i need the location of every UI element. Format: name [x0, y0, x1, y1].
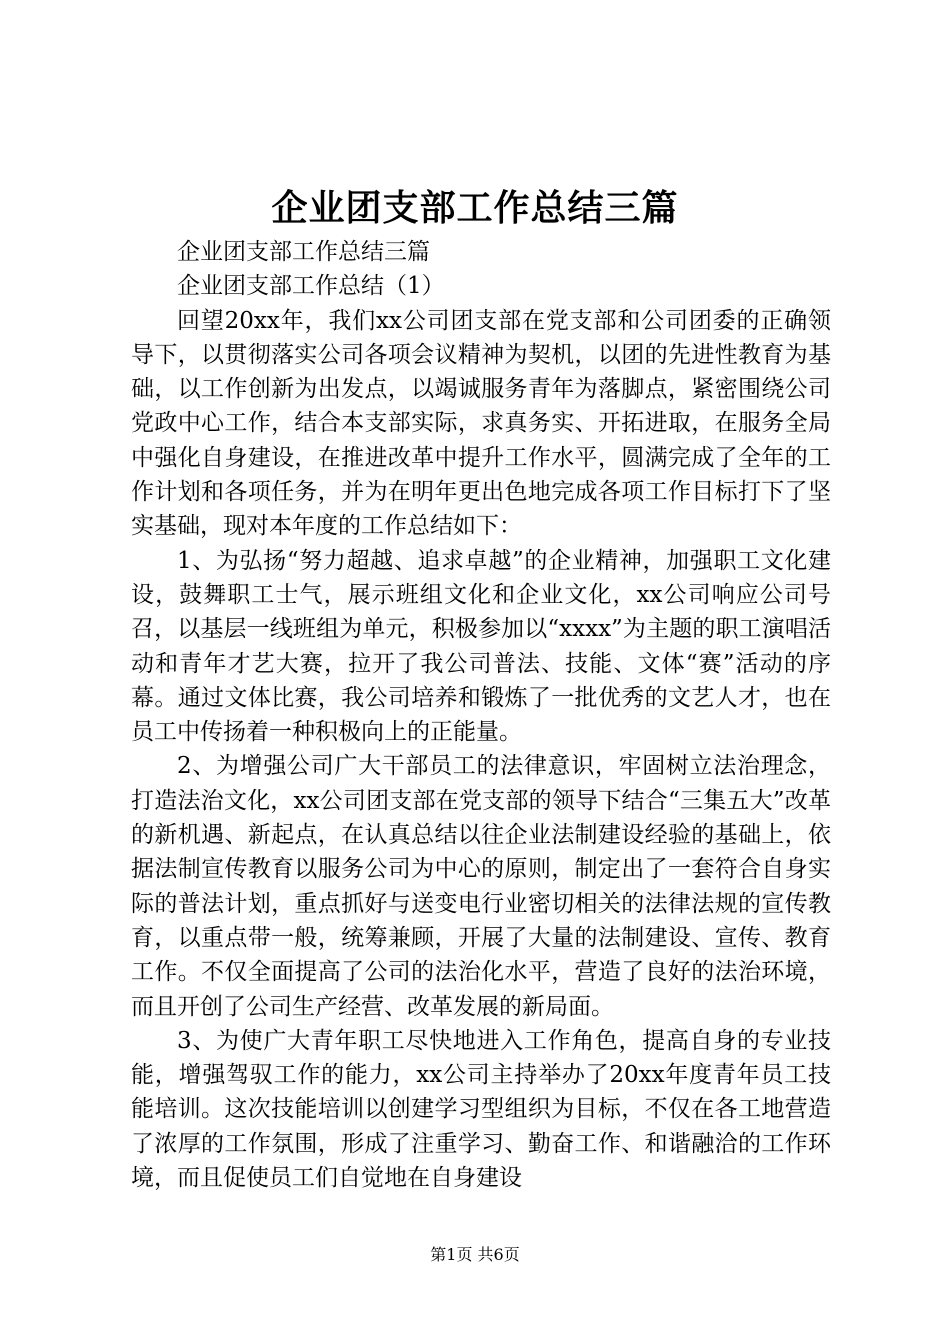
paragraph-subtitle: 企业团支部工作总结三篇: [177, 239, 430, 265]
paragraph-item-2: 2、为增强公司广大干部员工的法律意识，牢固树立法治理念，打造法治文化，xx公司团支部在党支部的领导下结合“三集五大”改革的新机遇、新起点，在认真总结以往企业法制建设经验的基础上，依据法制宣传教育以服务公司为中心的原则，制定出了一套符合自身实际的普法计划，重点抓好与送变电行业密切相关的法律法规的宣传教育，以重点带一般，统筹兼顾，开展了大量的法制建设、宣传、教育工作。不仅全面提高了公司的法治化水平，营造了良好的法治环境，而且开创了公司生产经营、改革发展的新局面。: [131, 753, 831, 1020]
paragraph-item-1: 1、为弘扬“努力超越、追求卓越”的企业精神，加强职工文化建设，鼓舞职工士气，展示班组文化和企业文化，xx公司响应公司号召，以基层一线班组为单元，积极参加以“xxxx”为主题的职工演唱活动和青年才艺大赛，拉开了我公司普法、技能、文体“赛”活动的序幕。通过文体比赛，我公司培养和锻炼了一批优秀的文艺人才，也在员工中传扬着一种积极向上的正能量。: [131, 547, 831, 746]
paragraph-section-heading: 企业团支部工作总结（1）: [177, 273, 445, 300]
document-title: 企业团支部工作总结三篇: [271, 187, 679, 229]
paragraph-item-3: 3、为使广大青年职工尽快地进入工作角色，提高自身的专业技能，增强驾驭工作的能力，xx公司主持举办了20xx年度青年员工技能培训。这次技能培训以创建学习型组织为目标，不仅在各工地营造了浓厚的工作氛围，形成了注重学习、勤奋工作、和谐融洽的工作环境，而且促使员工们自觉地在自身建设: [131, 1027, 831, 1192]
page-number-footer: 第1页 共6页: [430, 1245, 520, 1264]
paragraph-intro: 回望20xx年，我们xx公司团支部在党支部和公司团委的正确领导下，以贯彻落实公司各项会议精神为契机，以团的先进性教育为基础，以工作创新为出发点，以竭诚服务青年为落脚点，紧密围绕公司党政中心工作，结合本支部实际，求真务实、开拓进取，在服务全局中强化自身建设，在推进改革中提升工作水平，圆满完成了全年的工作计划和各项任务，并为在明年更出色地完成各项工作目标打下了坚实基础，现对本年度的工作总结如下：: [131, 307, 831, 540]
document-body: [131, 235, 831, 1195]
